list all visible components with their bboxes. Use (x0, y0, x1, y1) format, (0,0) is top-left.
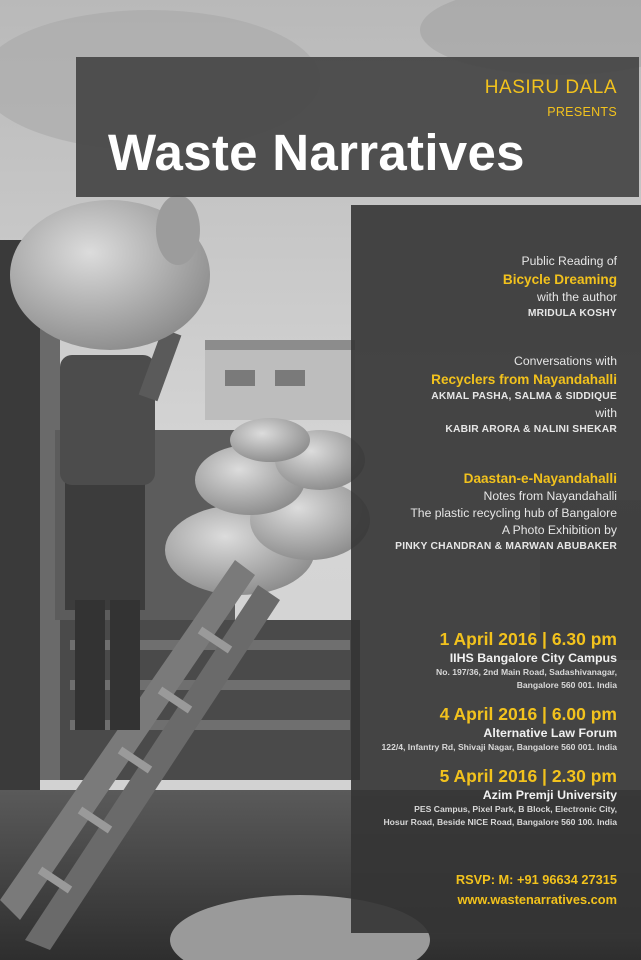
conversations-speakers: AKMAL PASHA, SALMA & SIDDIQUE (431, 391, 617, 402)
event-item (347, 765, 617, 829)
contact-section (347, 870, 617, 910)
event-venue: Alternative Law Forum (483, 726, 617, 740)
event-address-line: 122/4, Infantry Rd, Shivaji Nagar, Bangalore 560 001. India (381, 742, 617, 752)
exhibition-line-3: A Photo Exhibition by (501, 523, 617, 537)
presents-label: PRESENTS (547, 105, 617, 119)
event-info-panel (351, 205, 641, 933)
event-datetime: 1 April 2016 | 6.30 pm (439, 629, 617, 649)
event-address-line: PES Campus, Pixel Park, B Block, Electronic City, (414, 804, 617, 814)
organization-name: HASIRU DALA (484, 77, 617, 98)
conversations-with: with (595, 406, 617, 420)
exhibition-title: Daastan-e-Nayandahalli (463, 471, 617, 486)
page-title: Waste Narratives (108, 124, 525, 181)
reading-book-title: Bicycle Dreaming (502, 272, 617, 287)
event-venue: IIHS Bangalore City Campus (449, 651, 617, 665)
event-item (347, 703, 617, 754)
reading-with: with the author (537, 290, 617, 304)
exhibition-line-1: Notes from Nayandahalli (483, 489, 617, 503)
exhibition-artists: PINKY CHANDRAN & MARWAN ABUBAKER (395, 541, 617, 552)
event-address-line: Bangalore 560 001. India (516, 680, 617, 690)
event-datetime: 4 April 2016 | 6.00 pm (439, 704, 617, 724)
reading-author: MRIDULA KOSHY (527, 308, 617, 319)
reading-section (347, 253, 617, 322)
rsvp-phone: RSVP: M: +91 96634 27315 (455, 872, 617, 887)
title-band (76, 57, 639, 197)
conversations-section (347, 353, 617, 438)
event-address-line: Hosur Road, Beside NICE Road, Bangalore 560 100. India (383, 817, 617, 827)
reading-intro: Public Reading of (521, 254, 617, 268)
conversations-intro: Conversations with (514, 354, 617, 368)
website-link[interactable]: www.wastenarratives.com (457, 892, 617, 907)
event-item (347, 628, 617, 692)
event-datetime: 5 April 2016 | 2.30 pm (439, 766, 617, 786)
conversations-topic: Recyclers from Nayandahalli (431, 372, 617, 387)
exhibition-section (347, 469, 617, 555)
exhibition-line-2: The plastic recycling hub of Bangalore (410, 506, 617, 520)
conversations-moderators: KABIR ARORA & NALINI SHEKAR (445, 424, 617, 435)
event-venue: Azim Premji University (482, 788, 617, 802)
event-address-line: No. 197/36, 2nd Main Road, Sadashivanagar, (435, 667, 617, 677)
